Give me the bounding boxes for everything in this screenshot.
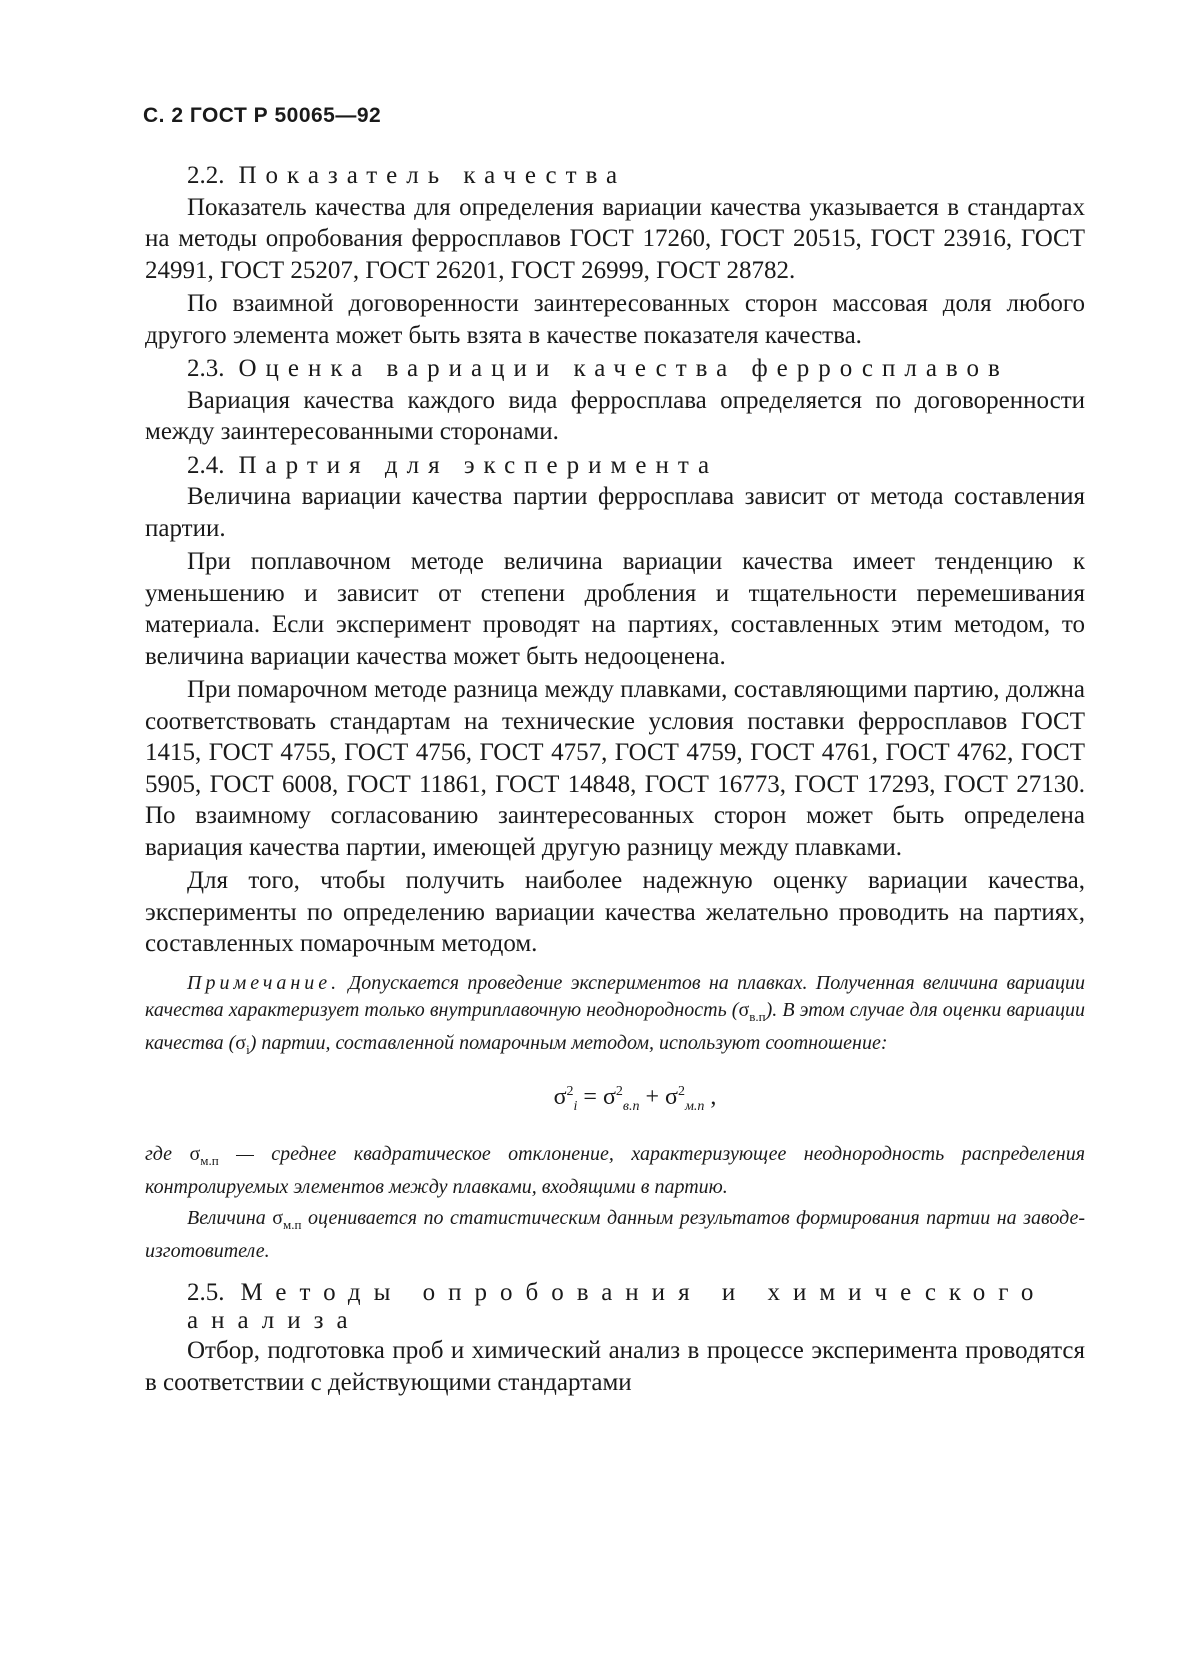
section-2-3-heading	[145, 353, 1085, 385]
section-number: 2.3.	[187, 355, 225, 382]
formula-term-vp: $\sigma^2_{в.п}$	[602, 1083, 640, 1114]
section-title: Партия для эксперимента	[238, 451, 719, 479]
paragraph: Отбор, подготовка проб и химический анализ в процессе эксперимента проводятся в соответствии с действующими стандартами	[145, 1337, 1085, 1396]
section-2-2-heading	[145, 160, 1085, 192]
section-number: 2.5.	[187, 1279, 225, 1307]
page-header: С. 2 ГОСТ Р 50065—92	[143, 104, 382, 127]
variance-formula	[185, 1075, 1085, 1124]
sigma-vp-symbol: $\sigma_{в.п}$	[738, 998, 766, 1024]
paragraph: Вариация качества каждого вида ферросплава определяется по договоренности между заинтересованными сторонами.	[145, 386, 1085, 445]
paragraph: По взаимной договоренности заинтересованных сторон массовая доля любого другого элемента может быть взята в качестве показателя качества.	[145, 290, 1085, 349]
section-title: Методы опробования и химического анализа	[187, 1279, 1047, 1335]
note-text: ) партии, составленной помарочным методом, используют соотношение:	[249, 1031, 888, 1054]
note-label: Примечание.	[187, 971, 341, 994]
document-body	[145, 158, 1085, 1398]
note-paragraph	[145, 970, 1085, 1063]
formula-term-i: $\sigma^2_i$	[553, 1083, 578, 1114]
section-title: Показатель качества	[238, 162, 627, 189]
formula-comma: ,	[710, 1083, 717, 1110]
section-title: Оценка вариации качества ферросплавов	[238, 355, 1009, 382]
paragraph: Показатель качества для определения вариации качества указывается в стандартах на методы опробования ферросплавов ГОСТ 17260, ГОСТ 20515, ГОСТ 23916, ГОСТ 24991, ГОСТ 25207, ГОСТ 26201, ГОСТ 26999, ГОСТ 28782.	[145, 193, 1085, 284]
paragraph: При поплавочном методе величина вариации качества имеет тенденцию к уменьшению и зависит от степени дробления и тщательности перемешивания материала. Если эксперимент проводят на партиях, составленных этим методом, то величина вариации качества может быть недооценена.	[145, 548, 1085, 670]
formula-equals: =	[583, 1083, 597, 1110]
where-text: — среднее квадратическое отклонение, характеризующее неоднородность распределения контролируемых элементов между плавками, входящими в партию.	[145, 1143, 1085, 1199]
note-block	[145, 970, 1085, 1266]
estimate-lead: Величина	[187, 1207, 266, 1230]
section-2-5-heading	[145, 1279, 1085, 1335]
sigma-i-symbol: $\sigma_i$	[235, 1031, 250, 1057]
paragraph: При помарочном методе разница между плавками, составляющими партию, должна соответствовать стандартам на технические условия поставки ферросплавов ГОСТ 1415, ГОСТ 4755, ГОСТ 4756, ГОСТ 4757, ГОСТ 4759, ГОСТ 4761, ГОСТ 4762, ГОСТ 5905, ГОСТ 6008, ГОСТ 11861, ГОСТ 14848, ГОСТ 16773, ГОСТ 17293, ГОСТ 27130. По взаимному согласованию заинтересованных сторон может быть определена вариация качества партии, имеющей другую разницу между плавками.	[145, 676, 1085, 861]
paragraph: Для того, чтобы получить наиболее надежную оценку вариации качества, эксперименты по определению вариации качества желательно проводить на партиях, составленных помарочным методом.	[145, 867, 1085, 957]
estimate-text: оценивается по статистическим данным результатов формирования партии на заводе-изготовителе.	[145, 1207, 1086, 1263]
section-number: 2.4.	[187, 451, 225, 479]
section-number: 2.2.	[187, 162, 225, 189]
formula-term-mp: $\sigma^2_{м.п}$	[665, 1083, 705, 1114]
note-text: Допускается проведение экспериментов на плавках. Полученная величина вариации качества характеризует только внутриплавочную неоднородность (	[145, 971, 1085, 1021]
where-label: где	[145, 1143, 173, 1166]
sigma-mp-symbol: $\sigma_{м.п}$	[189, 1143, 219, 1169]
paragraph: Величина вариации качества партии ферросплава зависит от метода составления партии.	[145, 483, 1085, 542]
formula-plus: +	[645, 1083, 660, 1110]
estimate-paragraph	[145, 1205, 1085, 1265]
note-text: ). В этом случае для оценки вариации качества (	[145, 998, 1086, 1054]
where-paragraph	[145, 1141, 1085, 1201]
sigma-mp-symbol: $\sigma_{м.п}$	[272, 1207, 302, 1233]
section-2-4-heading	[145, 450, 1085, 482]
